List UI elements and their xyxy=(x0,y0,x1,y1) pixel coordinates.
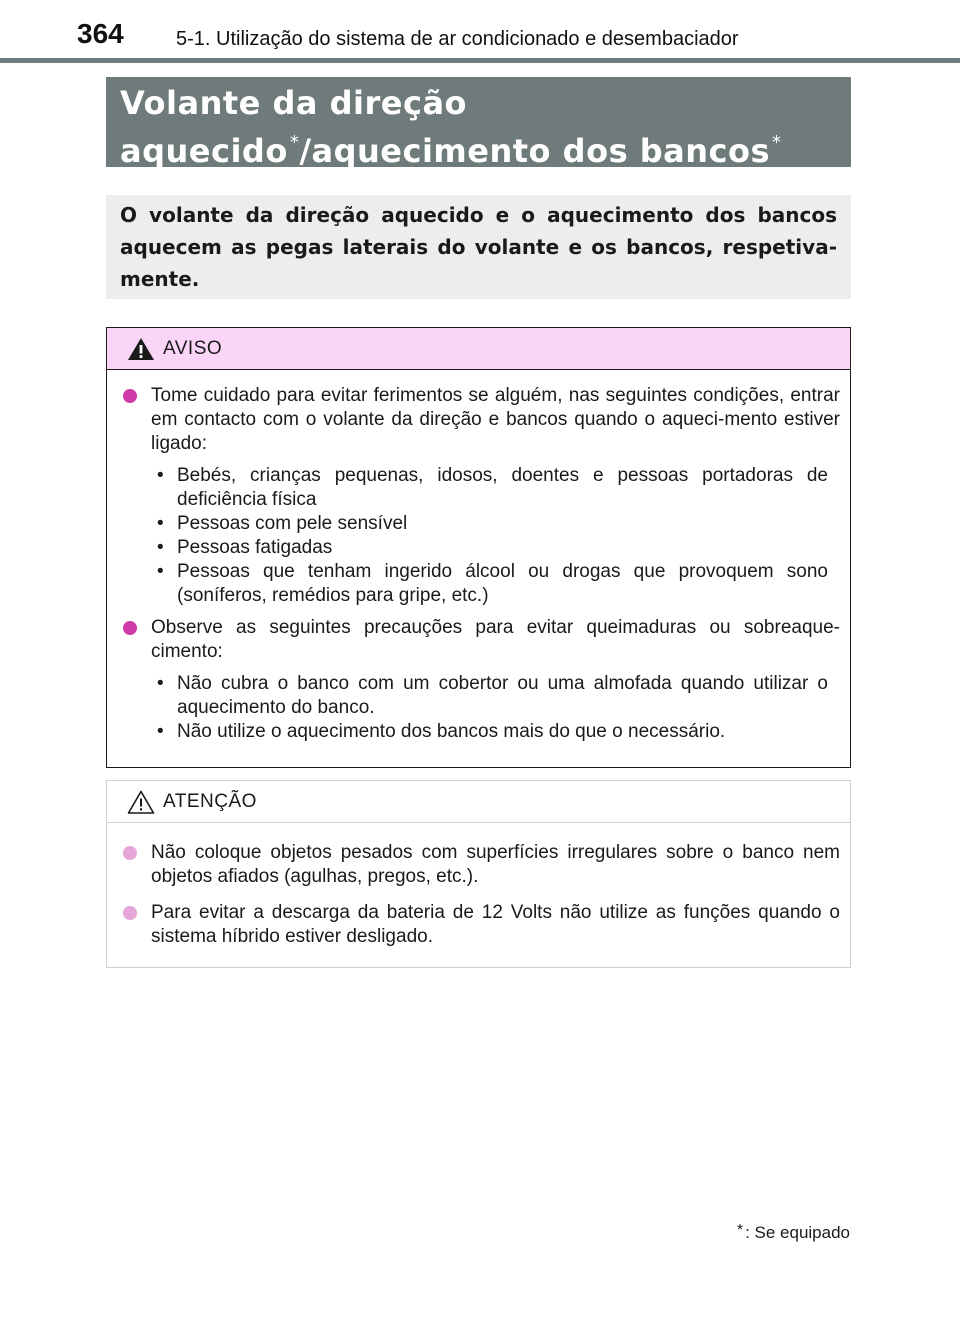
aviso-item-text: Observe as seguintes precauções para evitar queimaduras ou sobreaque-cimento: xyxy=(151,617,840,662)
bullet-dot-icon xyxy=(123,846,137,860)
section-title xyxy=(106,77,851,170)
atencao-item-text: Não coloque objetos pesados com superfícies irregulares sobre o banco nem objetos afiados (agulhas, pregos, etc.). xyxy=(151,842,840,887)
aviso-sub-list xyxy=(121,672,840,744)
bullet-dot-icon xyxy=(123,621,137,635)
page-number: 364 xyxy=(77,18,124,49)
bullet-dot-icon xyxy=(123,906,137,920)
header-rule xyxy=(0,58,960,63)
list-item: • Bebés, crianças pequenas, idosos, doentes e pessoas portadoras de deficiência física xyxy=(121,464,840,512)
title-part-1: Volante da direção aquecido xyxy=(120,84,468,170)
title-mark-1: * xyxy=(289,132,300,153)
running-head: 5-1. Utilização do sistema de ar condicionado e desembaciador xyxy=(176,28,739,50)
aviso-header xyxy=(107,328,850,370)
warning-outline-icon xyxy=(127,790,155,814)
aviso-title: AVISO xyxy=(163,338,223,359)
title-mark-2: * xyxy=(772,132,782,153)
aviso-body xyxy=(107,370,850,744)
bullet-dot-icon xyxy=(123,389,137,403)
asterisk-icon: * xyxy=(736,1222,744,1239)
aviso-item-text: Tome cuidado para evitar ferimentos se alguém, nas seguintes condições, entrar em contacto com o volante da direção e bancos quando o aqueci-mento estiver ligado: xyxy=(151,385,840,454)
aviso-sub-list xyxy=(121,464,840,608)
atencao-item xyxy=(121,841,840,889)
footnote-text: : Se equipado xyxy=(745,1223,850,1242)
title-part-2: /aquecimento dos bancos xyxy=(299,132,771,170)
intro-text: O volante da direção aquecido e o aquecimento dos bancos aquecem as pegas laterais do volante e os bancos, respetiva-mente. xyxy=(120,203,837,291)
list-item: • Pessoas fatigadas xyxy=(121,536,840,560)
atencao-box xyxy=(106,780,851,968)
footnote xyxy=(737,1222,850,1243)
atencao-header xyxy=(107,781,850,823)
aviso-item xyxy=(121,384,840,456)
atencao-title: ATENÇÃO xyxy=(163,791,257,812)
list-item: • Pessoas com pele sensível xyxy=(121,512,840,536)
page-header xyxy=(0,0,960,62)
intro-box xyxy=(106,195,851,299)
atencao-body xyxy=(107,823,850,949)
aviso-box xyxy=(106,327,851,768)
warning-filled-icon xyxy=(127,337,155,361)
atencao-item-text: Para evitar a descarga da bateria de 12 Volts não utilize as funções quando o sistema híbrido estiver desligado. xyxy=(151,902,840,947)
aviso-item xyxy=(121,616,840,664)
atencao-item xyxy=(121,901,840,949)
list-item: • Não cubra o banco com um cobertor ou uma almofada quando utilizar o aquecimento do banco. xyxy=(121,672,840,720)
list-item: • Não utilize o aquecimento dos bancos mais do que o necessário. xyxy=(121,720,840,744)
list-item: • Pessoas que tenham ingerido álcool ou drogas que provoquem sono (soníferos, remédios para gripe, etc.) xyxy=(121,560,840,608)
